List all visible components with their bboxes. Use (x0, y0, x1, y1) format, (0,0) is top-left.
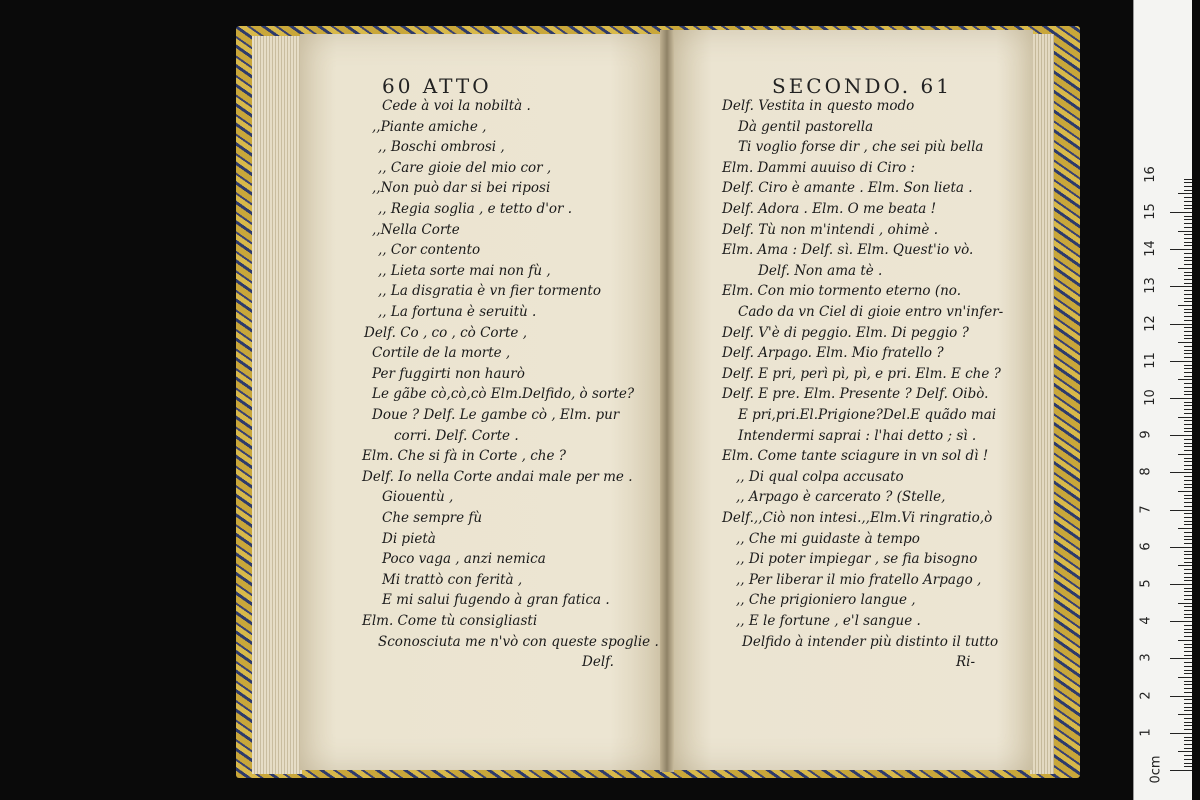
ruler-tick (1184, 629, 1192, 630)
ruler-tick (1184, 684, 1192, 685)
ruler-tick (1184, 402, 1192, 403)
left_page-line: Cortile de la morte , (372, 345, 511, 362)
right_page-line: Delf. Non ama tè . (758, 262, 883, 279)
right_page-line: ,, Di poter impiegar , se fia bisogno (736, 551, 978, 568)
ruler-tick (1184, 294, 1192, 295)
measurement-ruler (1133, 0, 1192, 800)
left_page-line: Sconosciuta me n'vò con queste spoglie . (378, 633, 659, 650)
ruler-tick (1184, 409, 1192, 410)
ruler-tick (1184, 443, 1192, 444)
ruler-tick (1184, 298, 1192, 299)
ruler-tick (1170, 696, 1192, 697)
ruler-tick (1184, 320, 1192, 321)
left_page-line: ,, Boschi ombrosi , (378, 139, 505, 156)
ruler-tick (1178, 268, 1192, 269)
ruler-label: 11 (1142, 352, 1158, 369)
ruler-tick (1184, 487, 1192, 488)
ruler-tick (1184, 190, 1192, 191)
ruler-label: 12 (1142, 314, 1158, 332)
ruler-tick (1184, 394, 1192, 395)
ruler-tick (1184, 424, 1192, 425)
ruler-tick (1184, 599, 1192, 600)
ruler-label: 1 (1138, 728, 1154, 737)
ruler-tick (1184, 558, 1192, 559)
ruler-tick (1184, 428, 1192, 429)
right_page-line: Intendermi saprai : l'hai detto ; sì . (738, 427, 977, 444)
ruler-tick (1184, 450, 1192, 451)
ruler-tick (1170, 621, 1192, 622)
ruler-tick (1184, 391, 1192, 392)
ruler-tick (1184, 573, 1192, 574)
ruler-label: 15 (1142, 203, 1158, 220)
ruler-tick (1184, 205, 1192, 206)
ruler-tick (1170, 324, 1192, 325)
ruler-tick (1184, 692, 1192, 693)
ruler-tick (1184, 275, 1192, 276)
right_page-line: Delf. Adora . Elm. O me beata ! (722, 201, 936, 217)
ruler-tick (1170, 733, 1192, 734)
left_page-line: ,, Cor contento (378, 242, 481, 259)
left_page-line: Mi trattò con ferità , (382, 571, 523, 588)
left_page-line: Per fuggirti non haurò (372, 365, 525, 382)
ruler-tick (1184, 327, 1192, 328)
ruler-tick (1184, 662, 1192, 663)
ruler-tick (1184, 591, 1192, 592)
right_page-line: Delf. Tù non m'intendi , ohimè . (722, 221, 939, 238)
ruler-tick (1178, 231, 1192, 232)
ruler-label: 3 (1138, 653, 1154, 663)
left_page-line: Poco vaga , anzi nemica (382, 551, 546, 568)
ruler-tick (1184, 554, 1192, 555)
ruler-tick (1184, 186, 1192, 187)
ruler-tick (1184, 376, 1192, 377)
ruler-tick (1184, 182, 1192, 183)
ruler-label: 10 (1142, 389, 1158, 406)
ruler-tick (1184, 335, 1192, 336)
ruler-tick (1184, 688, 1192, 689)
left_page-line: ,,Non può dar si bei riposi (372, 180, 551, 197)
ruler-tick (1184, 744, 1192, 745)
ruler-label: 5 (1138, 579, 1154, 588)
right_page-line: Ri- (956, 654, 976, 671)
ruler-tick (1170, 249, 1192, 250)
ruler-tick (1184, 331, 1192, 332)
right_page-line: Delf. E pri, perì pì, pì, e pri. Elm. E che ? (722, 365, 1001, 382)
right_page-line: Dà gentil pastorella (738, 118, 874, 135)
ruler-tick (1184, 387, 1192, 388)
right_page-line: Delf. Vestita in questo modo (722, 98, 915, 114)
left_page-line: ,,Piante amiche , (372, 118, 487, 135)
ruler-tick (1184, 446, 1192, 447)
ruler-tick (1178, 528, 1192, 529)
left_page-line: Di pietà (382, 530, 436, 547)
ruler-tick (1184, 536, 1192, 537)
ruler-label: 7 (1138, 504, 1154, 514)
ruler-tick (1184, 651, 1192, 652)
ruler-label: 0cm (1148, 755, 1164, 784)
ruler-label: 2 (1138, 690, 1154, 700)
ruler-tick (1170, 472, 1192, 473)
ruler-tick (1184, 766, 1192, 767)
ruler-tick (1184, 699, 1192, 700)
right_page-line: ,, Arpago è carcerato ? (Stelle, (736, 489, 946, 506)
ruler-tick (1184, 350, 1192, 351)
ruler-tick (1184, 506, 1192, 507)
left_page-line: ,, Care gioie del mio cor , (378, 159, 552, 176)
right_page-line: Elm. Ama : Delf. sì. Elm. Quest'io vò. (722, 242, 974, 259)
ruler-tick (1184, 338, 1192, 339)
ruler-tick (1184, 420, 1192, 421)
right_page-line: Delf. V'è di peggio. Elm. Di peggio ? (722, 324, 969, 341)
ruler-tick (1184, 644, 1192, 645)
ruler-tick (1184, 272, 1192, 273)
left_page-line: Cede à voi la nobiltà . (382, 98, 531, 114)
ruler-tick (1184, 502, 1192, 503)
left_page-line: ,,Nella Corte (372, 221, 460, 238)
ruler-tick (1184, 242, 1192, 243)
ruler-tick (1184, 201, 1192, 202)
ruler-tick (1170, 770, 1192, 771)
ruler-tick (1184, 543, 1192, 544)
ruler-label: 9 (1138, 430, 1154, 439)
ruler-tick (1184, 290, 1192, 291)
page-edges-left (252, 36, 302, 774)
ruler-tick (1184, 312, 1192, 313)
ruler-tick (1184, 219, 1192, 220)
left-page-header: 60 ATTO (382, 74, 492, 98)
ruler-tick (1184, 539, 1192, 540)
ruler-tick (1184, 562, 1192, 563)
ruler-tick (1184, 707, 1192, 708)
ruler-tick (1184, 681, 1192, 682)
ruler-tick (1184, 357, 1192, 358)
ruler-tick (1184, 666, 1192, 667)
ruler-tick (1170, 435, 1192, 436)
ruler-tick (1184, 532, 1192, 533)
ruler-tick (1184, 595, 1192, 596)
ruler-tick (1184, 216, 1192, 217)
ruler-tick (1184, 245, 1192, 246)
ruler-tick (1184, 238, 1192, 239)
left_page-line: Delf. Co , co , cò Corte , (364, 324, 528, 341)
ruler-label: 8 (1138, 467, 1154, 477)
right_page-line: ,, Che prigioniero langue , (736, 592, 916, 609)
ruler-tick (1184, 372, 1192, 373)
right_page-line: Delf.,,Ciò non intesi.,,Elm.Vi ringratio,ò (722, 510, 993, 526)
right_page-line: Delf. Arpago. Elm. Mio fratello ? (722, 345, 944, 362)
left_page-line: Elm. Che si fà in Corte , che ? (362, 448, 567, 465)
ruler-tick (1184, 748, 1192, 749)
ruler-tick (1184, 647, 1192, 648)
ruler-tick (1178, 491, 1192, 492)
ruler-tick (1178, 751, 1192, 752)
left_page-line: ,, Regia soglia , e tetto d'or . (378, 201, 573, 217)
ruler-tick (1184, 346, 1192, 347)
ruler-tick (1184, 625, 1192, 626)
ruler-tick (1184, 179, 1192, 180)
right_page-line: Delf. E pre. Elm. Presente ? Delf. Oibò. (722, 386, 989, 403)
ruler-tick (1178, 342, 1192, 343)
ruler-tick (1184, 383, 1192, 384)
ruler-tick (1178, 565, 1192, 566)
left_page-line: E mi salui fugendo à gran fatica . (382, 592, 610, 609)
ruler-tick (1184, 223, 1192, 224)
ruler-tick (1184, 253, 1192, 254)
ruler-tick (1184, 580, 1192, 581)
ruler-tick (1178, 677, 1192, 678)
ruler-tick (1178, 305, 1192, 306)
ruler-tick (1184, 755, 1192, 756)
right_page-line: Elm. Dammi auuiso di Ciro : (722, 159, 916, 176)
ruler-tick (1170, 547, 1192, 548)
ruler-tick (1184, 606, 1192, 607)
ruler-tick (1184, 368, 1192, 369)
ruler-tick (1178, 714, 1192, 715)
ruler-tick (1184, 227, 1192, 228)
ruler-tick (1184, 737, 1192, 738)
ruler-tick (1178, 193, 1192, 194)
ruler-tick (1184, 718, 1192, 719)
left_page-line: ,, Lieta sorte mai non fù , (378, 262, 551, 279)
ruler-tick (1184, 725, 1192, 726)
ruler-tick (1184, 264, 1192, 265)
ruler-tick (1184, 517, 1192, 518)
left_page-line: Le gãbe cò,cò,cò Elm.Delfido, ò sorte? (372, 386, 635, 403)
ruler-tick (1184, 439, 1192, 440)
left_page-line: Elm. Come tù consigliasti (362, 613, 538, 629)
ruler-tick (1178, 603, 1192, 604)
left_page-line: Delf. (582, 654, 614, 671)
ruler-tick (1184, 569, 1192, 570)
left_page-line: Che sempre fù (382, 510, 483, 526)
right_page-line: Cado da vn Ciel di gioie entro vn'infer- (738, 304, 1004, 320)
ruler-tick (1184, 283, 1192, 284)
ruler-tick (1184, 632, 1192, 633)
ruler-tick (1184, 710, 1192, 711)
ruler-tick (1184, 740, 1192, 741)
ruler-tick (1184, 703, 1192, 704)
ruler-tick (1170, 510, 1192, 511)
ruler-tick (1184, 279, 1192, 280)
ruler-tick (1170, 286, 1192, 287)
right_page-line: E pri,pri.El.Prigione?Del.E quãdo mai (738, 407, 997, 423)
ruler-label: 16 (1142, 166, 1158, 183)
ruler-tick (1178, 640, 1192, 641)
ruler-tick (1184, 498, 1192, 499)
ruler-tick (1178, 379, 1192, 380)
left_page-line: corri. Delf. Corte . (394, 427, 519, 444)
ruler-tick (1184, 476, 1192, 477)
ruler-tick (1184, 588, 1192, 589)
ruler-tick (1170, 584, 1192, 585)
ruler-tick (1184, 577, 1192, 578)
ruler-tick (1184, 722, 1192, 723)
right_page-line: Elm. Con mio tormento eterno (no. (722, 283, 961, 300)
ruler-tick (1184, 513, 1192, 514)
ruler-tick (1170, 212, 1192, 213)
ruler-tick (1184, 617, 1192, 618)
ruler-tick (1184, 405, 1192, 406)
left_page-line: Giouentù , (382, 489, 454, 506)
ruler-tick (1178, 417, 1192, 418)
right_page-line: Ti voglio forse dir , che sei più bella (738, 139, 984, 156)
right_page-line: Delfido à intender più distinto il tutto (742, 633, 999, 650)
ruler-tick (1184, 301, 1192, 302)
ruler-label: 13 (1142, 277, 1158, 295)
ruler-tick (1178, 454, 1192, 455)
left_page-line: Delf. Io nella Corte andai male per me . (362, 468, 633, 485)
right-page-header: SECONDO. 61 (772, 74, 952, 98)
ruler-tick (1184, 551, 1192, 552)
ruler-tick (1184, 353, 1192, 354)
left_page-line: Doue ? Delf. Le gambe cò , Elm. pur (372, 407, 620, 423)
ruler-tick (1184, 469, 1192, 470)
right_page-line: ,, Per liberar il mio fratello Arpago , (736, 571, 982, 588)
ruler-tick (1184, 495, 1192, 496)
right_page-line: Delf. Ciro è amante . Elm. Son lieta . (722, 180, 973, 197)
ruler-tick (1184, 636, 1192, 637)
ruler-tick (1184, 309, 1192, 310)
ruler-tick (1184, 524, 1192, 525)
ruler-tick (1184, 673, 1192, 674)
ruler-tick (1184, 316, 1192, 317)
ruler-tick (1184, 197, 1192, 198)
ruler-tick (1184, 365, 1192, 366)
ruler-label: 14 (1142, 240, 1158, 257)
ruler-tick (1184, 257, 1192, 258)
ruler-tick (1184, 759, 1192, 760)
ruler-tick (1184, 521, 1192, 522)
page-edges-right (1030, 34, 1054, 774)
right_page-line: ,, E le fortune , e'l sangue . (736, 613, 921, 629)
ruler-tick (1184, 670, 1192, 671)
ruler-tick (1184, 480, 1192, 481)
ruler-tick (1184, 465, 1192, 466)
ruler-tick (1170, 361, 1192, 362)
ruler-tick (1184, 458, 1192, 459)
ruler-tick (1184, 729, 1192, 730)
ruler-tick (1184, 763, 1192, 764)
ruler-tick (1184, 413, 1192, 414)
ruler-tick (1184, 431, 1192, 432)
left_page-line: ,, La disgratia è vn fier tormento (378, 283, 601, 300)
ruler-tick (1184, 260, 1192, 261)
book-gutter (660, 30, 674, 772)
right_page-line: Elm. Come tante sciagure in vn sol dì ! (722, 448, 989, 465)
ruler-tick (1184, 614, 1192, 615)
ruler-tick (1184, 655, 1192, 656)
ruler-label: 4 (1138, 616, 1154, 625)
ruler-tick (1170, 658, 1192, 659)
ruler-tick (1184, 461, 1192, 462)
right_page-line: ,, Di qual colpa accusato (736, 468, 904, 485)
right_page-line: ,, Che mi guidaste à tempo (736, 530, 920, 547)
ruler-tick (1184, 610, 1192, 611)
left_page-line: ,, La fortuna è seruitù . (378, 304, 537, 320)
ruler-tick (1184, 234, 1192, 235)
ruler-tick (1184, 208, 1192, 209)
ruler-label: 6 (1138, 542, 1154, 551)
ruler-tick (1184, 484, 1192, 485)
ruler-tick (1170, 398, 1192, 399)
